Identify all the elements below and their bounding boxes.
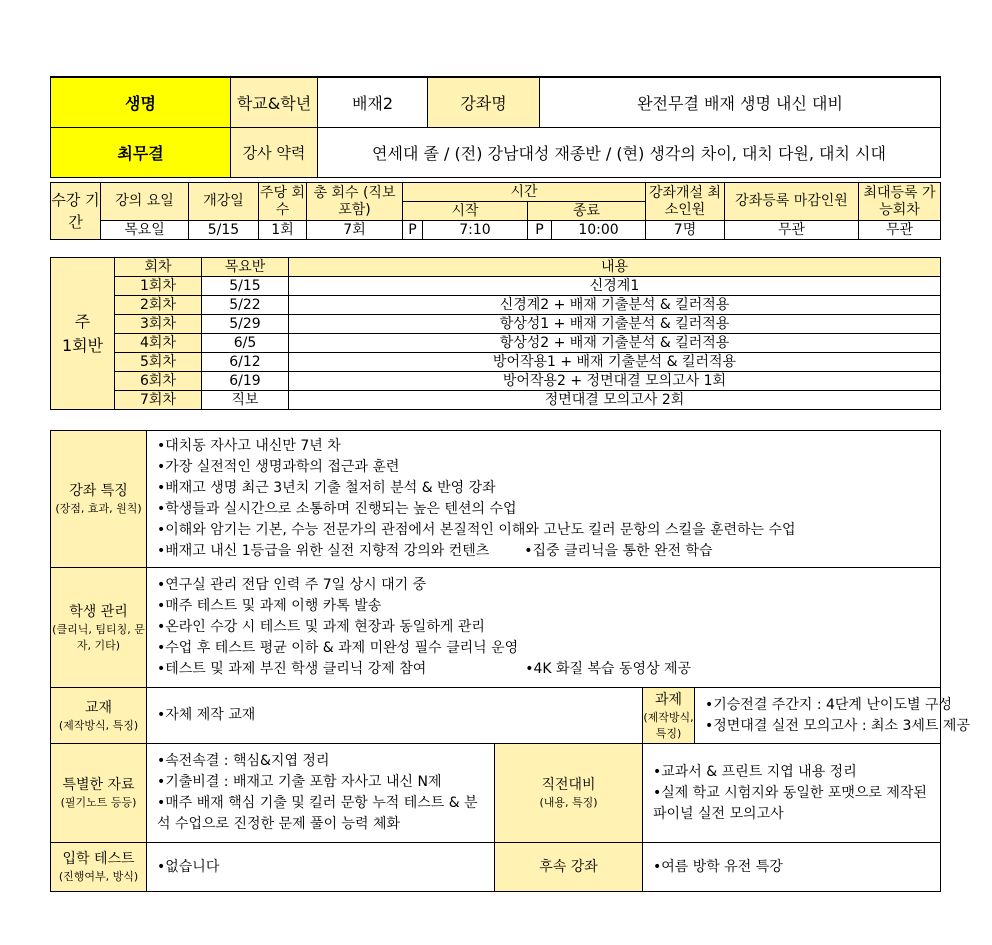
max-session-value: 무관 [859, 221, 941, 240]
final-prep-label: 직전대비 [541, 777, 596, 793]
session-date: 6/19 [202, 372, 289, 391]
schedule-table [50, 182, 941, 240]
start-ampm: P [403, 221, 423, 240]
entrance-test-sublabel: (진행여부, 방식) [58, 870, 139, 883]
textbook-label-cell [51, 688, 147, 744]
table-row [51, 334, 941, 353]
list-item: •매주 테스트 및 과제 이행 카톡 발송 [157, 598, 382, 614]
session-header-content: 내용 [289, 258, 941, 277]
final-prep-label-cell [495, 744, 643, 843]
sessions-table [50, 257, 941, 410]
session-no: 2회차 [115, 296, 202, 315]
list-item: •연구실 관리 전담 인력 주 7일 상시 대기 중 [157, 577, 427, 593]
session-date: 5/22 [202, 296, 289, 315]
session-header-no: 회차 [115, 258, 202, 277]
list-item: •이해와 암기는 기본, 수능 전문가의 관점에서 본질적인 이해와 고난도 킬러 문항의 스킬을 훈련하는 수업 [157, 522, 796, 538]
weekly-header: 주당 회수 [259, 183, 307, 221]
session-content: 방어작용2 + 정면대결 모의고사 1회 [289, 372, 941, 391]
end-time: 10:00 [552, 221, 646, 240]
special-label-cell [51, 744, 147, 843]
list-item: •배재고 내신 1등급을 위한 실전 지향적 강의와 컨텐츠 [157, 543, 490, 559]
session-content: 항상성2 + 배재 기출분석 & 킬러적용 [289, 334, 941, 353]
session-no: 7회차 [115, 391, 202, 410]
list-item: •속전속결 : 핵심&지엽 정리 [157, 753, 330, 769]
management-label: 학생 관리 [69, 603, 128, 620]
deadline-header: 강좌등록 마감인원 [725, 183, 859, 221]
start-date-header: 개강일 [189, 183, 259, 221]
time-start-header: 시작 [403, 202, 528, 221]
min-students-value: 7명 [646, 221, 725, 240]
homework-label: 과제 [654, 691, 683, 708]
list-item: •기승전결 주간지 : 4단계 난이도별 구성 [705, 696, 952, 713]
session-group-line1: 주 [74, 311, 91, 331]
session-group-label [51, 258, 115, 410]
final-prep-sublabel: (내용, 특징) [539, 796, 598, 809]
table-row [51, 315, 941, 334]
session-no: 1회차 [115, 277, 202, 296]
list-item: •수업 후 테스트 평균 이하 & 과제 미완성 필수 클리닉 운영 [157, 640, 519, 656]
session-date: 5/15 [202, 277, 289, 296]
min-students-header: 강좌개설 최소인원 [646, 183, 725, 221]
bio-value: 연세대 졸 / (전) 강남대성 재종반 / (현) 생각의 차이, 대치 다원, 대치 시대 [318, 127, 941, 177]
list-item-pair [157, 541, 930, 562]
course-name-value: 완전무결 배재 생명 내신 대비 [540, 77, 941, 127]
session-date: 6/5 [202, 334, 289, 353]
followup-value: •여름 방학 유전 특강 [643, 843, 941, 892]
day-header: 강의 요일 [101, 183, 189, 221]
session-content: 항상성1 + 배재 기출분석 & 킬러적용 [289, 315, 941, 334]
deadline-value: 무관 [725, 221, 859, 240]
list-item: •대치동 자사고 내신만 7년 차 [157, 438, 341, 454]
time-end-header: 종료 [528, 202, 646, 221]
management-sublabel: (클리닉, 팀티칭, 문자, 기타) [52, 622, 145, 652]
table-row [51, 277, 941, 296]
school-grade-value: 배재2 [318, 77, 428, 127]
session-content: 정면대결 모의고사 2회 [289, 391, 941, 410]
special-sublabel: (필기노트 등등) [60, 796, 137, 809]
textbook-value: •자체 제작 교재 [147, 688, 643, 744]
features-list [147, 431, 941, 568]
table-row [51, 372, 941, 391]
session-no: 4회차 [115, 334, 202, 353]
management-label-cell [51, 568, 147, 688]
max-session-header: 최대등록 가능회차 [859, 183, 941, 221]
features-label: 강좌 특징 [69, 483, 128, 499]
end-ampm: P [528, 221, 552, 240]
total-value: 7회 [307, 221, 403, 240]
session-content: 방어작용1 + 배재 기출분석 & 킬러적용 [289, 353, 941, 372]
session-content: 신경계2 + 배재 기출분석 & 킬러적용 [289, 296, 941, 315]
list-item: •교과서 & 프린트 지엽 내용 정리 [653, 763, 857, 780]
subject-title: 생명 [51, 77, 231, 127]
homework-list [695, 688, 970, 744]
session-date: 6/12 [202, 353, 289, 372]
special-label: 특별한 자료 [62, 777, 135, 793]
time-header: 시간 [403, 183, 646, 202]
list-item: •테스트 및 과제 부진 학생 클리닉 강제 참여 [157, 661, 427, 677]
start-date-value: 5/15 [189, 221, 259, 240]
list-item: •실제 학교 시험지와 동일한 포맷으로 제작된 파이널 실전 모의고사 [653, 784, 927, 822]
management-list [147, 568, 941, 688]
list-item: •정면대결 실전 모의고사 : 최소 3세트 제공 [705, 717, 970, 734]
table-row [51, 391, 941, 410]
session-group-line2: 1회반 [61, 335, 104, 355]
list-item: •4K 화질 복습 동영상 제공 [525, 661, 692, 677]
session-date: 5/29 [202, 315, 289, 334]
course-name-label: 강좌명 [428, 77, 540, 127]
session-no: 6회차 [115, 372, 202, 391]
period-label: 수강 기간 [51, 183, 101, 240]
session-no: 3회차 [115, 315, 202, 334]
weekly-value: 1회 [259, 221, 307, 240]
details-table [50, 430, 970, 892]
list-item: •온라인 수강 시 테스트 및 과제 현장과 동일하게 관리 [157, 619, 485, 635]
list-item: •집중 클리닉을 통한 완전 학습 [524, 543, 713, 559]
school-grade-label: 학교&학년 [231, 77, 318, 127]
start-time: 7:10 [423, 221, 528, 240]
instructor-name: 최무결 [51, 127, 231, 177]
homework-label-cell [643, 688, 695, 744]
textbook-sublabel: (제작방식, 특징) [58, 718, 139, 732]
features-sublabel: (장점, 효과, 원칙) [55, 502, 142, 515]
textbook-label: 교재 [84, 699, 113, 716]
bio-label: 강사 약력 [231, 127, 318, 177]
list-item: •배재고 생명 최근 3년치 기출 철저히 분석 & 반영 강좌 [157, 480, 496, 496]
course-header-table [50, 76, 941, 178]
session-no: 5회차 [115, 353, 202, 372]
list-item: •매주 배재 핵심 기출 및 킬러 문항 누적 테스트 & 분석 수업으로 진정한 문제 풀이 능력 체화 [157, 795, 478, 832]
list-item: •학생들과 실시간으로 소통하며 진행되는 높은 텐션의 수업 [157, 501, 517, 517]
features-label-cell [51, 431, 147, 568]
day-value: 목요일 [101, 221, 189, 240]
entrance-test-value: •없습니다 [147, 843, 495, 892]
list-item: •가장 실전적인 생명과학의 접근과 훈련 [157, 459, 400, 475]
table-row [51, 353, 941, 372]
list-item-pair [157, 659, 930, 680]
session-content: 신경계1 [289, 277, 941, 296]
session-header-date: 목요반 [202, 258, 289, 277]
special-list [147, 744, 495, 843]
session-date: 직보 [202, 391, 289, 410]
total-header: 총 회수 (직보포함) [307, 183, 403, 221]
homework-sublabel: (제작방식, 특징) [643, 710, 694, 740]
entrance-test-label-cell [51, 843, 147, 892]
list-item: •기출비결 : 배재고 기출 포함 자사고 내신 N제 [157, 774, 442, 790]
followup-label: 후속 강좌 [495, 843, 643, 892]
entrance-test-label: 입학 테스트 [62, 851, 135, 867]
table-row [51, 296, 941, 315]
final-prep-list [643, 744, 941, 843]
